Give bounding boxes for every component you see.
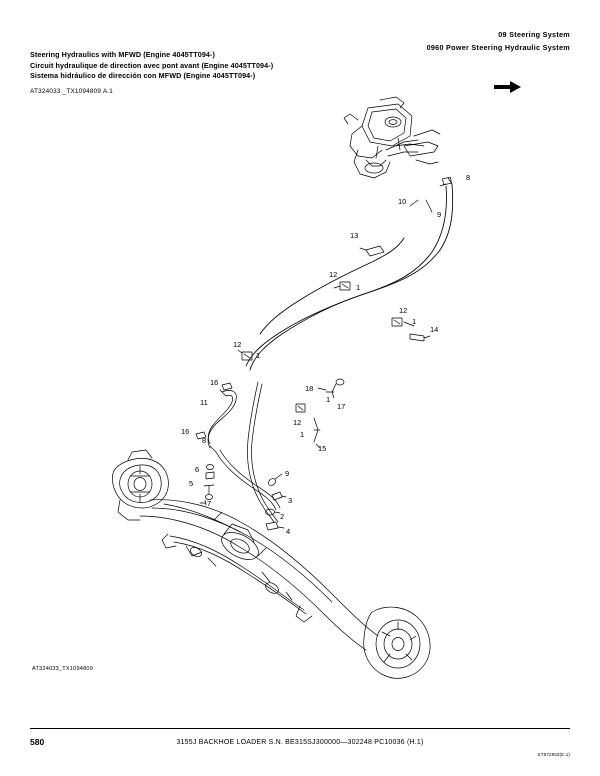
hydraulic-line-a	[246, 184, 453, 366]
lower-hose-group	[216, 382, 280, 522]
callout-number: 2	[280, 512, 285, 521]
fitting-9-lower	[267, 474, 282, 487]
header-section-number: 09	[498, 30, 507, 39]
clamp-16-upper	[222, 383, 232, 390]
clamp-block-4	[296, 404, 305, 412]
hydraulic-line-b	[250, 186, 446, 370]
callout-number: 1	[412, 317, 417, 326]
footer-model-line: 3155J BACKHOE LOADER S.N. BE315SJ300000—302248 PC10036 (H.1)	[176, 739, 424, 746]
callout-number: 1	[256, 351, 261, 360]
figure-title-fr: Circuit hydraulique de direction avec pont avant (Engine 4045TT094-)	[30, 60, 274, 70]
header-group-line: 0960 Power Steering Hydraulic System	[426, 43, 570, 52]
callout-number: 17	[337, 402, 346, 411]
callout-number: 18	[305, 384, 314, 393]
callout-number: 9	[285, 469, 290, 478]
figure-title-es: Sistema hidráulico de dirección con MFWD (Engine 4045TT094-)	[30, 71, 256, 80]
callout-number: 16	[210, 378, 219, 387]
callout-number: 11	[200, 398, 208, 407]
callout-number: 7	[207, 499, 212, 508]
figure-id-bottom: AT324033_TX1094809	[32, 666, 94, 672]
callout-number: 16	[181, 427, 190, 436]
figure-id-top: AT324033 _TX1094809 A.1	[30, 88, 114, 95]
callout-number: 10	[398, 197, 407, 206]
clamp-block-1	[334, 282, 350, 290]
bolt-14	[410, 334, 430, 341]
front-axle-assembly	[112, 450, 430, 678]
callout-number: 12	[399, 306, 408, 315]
fitting-2	[266, 509, 281, 515]
header-section-name: Steering System	[509, 30, 570, 39]
fitting-13	[360, 246, 384, 256]
steering-valve-assembly	[344, 97, 440, 178]
callout-number: 13	[350, 231, 359, 240]
callout-number: 8	[466, 173, 471, 182]
callout-number: 5	[189, 479, 194, 488]
callout-number: 8	[202, 436, 207, 445]
figure-title-en: Steering Hydraulics with MFWD (Engine 4045TT094-)	[30, 50, 216, 59]
hose-11	[208, 390, 236, 452]
callout-number: 4	[286, 527, 291, 536]
page-number: 580	[30, 737, 45, 747]
callout-number: 3	[288, 496, 293, 505]
clamp-block-2	[392, 317, 417, 326]
callout-number: 12	[293, 418, 302, 427]
footer-divider	[30, 728, 570, 729]
fitting-4	[266, 522, 284, 530]
callout-number: 15	[318, 444, 327, 453]
callout-number: 14	[430, 325, 439, 334]
callout-number: 1	[326, 395, 331, 404]
callout-number: 6	[195, 465, 200, 474]
callout-number: 12	[233, 340, 242, 349]
callout-number: 1	[300, 430, 305, 439]
callout-number: 1	[356, 283, 361, 292]
footer-document-code: ST572902(E.1)	[537, 752, 570, 757]
fitting-17-18	[318, 379, 344, 398]
callout-number: 9	[437, 210, 442, 219]
callout-number: 12	[329, 270, 338, 279]
